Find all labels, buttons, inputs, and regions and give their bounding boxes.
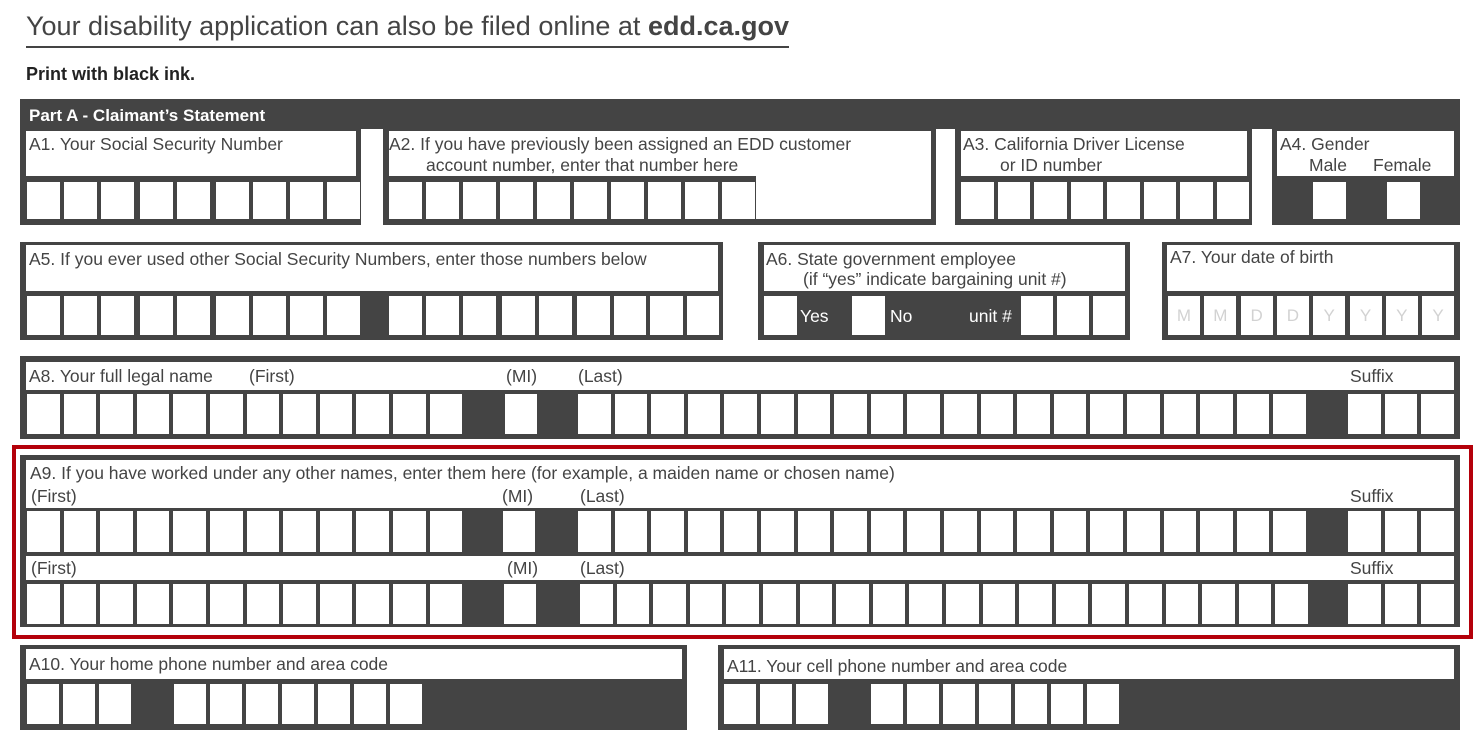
a4-label: A4. Gender — [1280, 134, 1370, 154]
a8-name-cell[interactable] — [1017, 394, 1050, 434]
a8-name-cell[interactable] — [100, 394, 133, 434]
a8-name-cell[interactable] — [761, 394, 794, 434]
a9-name-cell[interactable] — [873, 584, 906, 624]
a9-suffix-label-1: Suffix — [1350, 486, 1394, 506]
a11-phone-cell[interactable] — [1087, 684, 1119, 724]
a9-name-cell[interactable] — [1385, 511, 1418, 552]
a8-name-cell[interactable] — [356, 394, 389, 434]
a10-phone-cell[interactable] — [27, 684, 59, 724]
a9-suffix-label-2: Suffix — [1350, 558, 1394, 578]
a7-dob-cell[interactable]: Y — [1386, 296, 1418, 335]
a9-name-cell[interactable] — [1239, 584, 1272, 624]
a8-name-cell[interactable] — [505, 394, 537, 434]
a2-label-line2: account number, enter that number here — [426, 155, 739, 175]
a9-name-cell[interactable] — [617, 584, 650, 624]
a8-name-cell[interactable] — [173, 394, 206, 434]
a9-name-cell[interactable] — [1127, 511, 1160, 552]
a6-yes-label: Yes — [800, 306, 829, 326]
a10-phone-cell[interactable] — [318, 684, 350, 724]
a9-name-cell[interactable] — [247, 584, 280, 624]
a6-label-line2: (if “yes” indicate bargaining unit #) — [803, 269, 1067, 289]
a10-phone-cell[interactable] — [210, 684, 242, 724]
a9-name-cell[interactable] — [798, 511, 831, 552]
a5-ssn-cell[interactable] — [64, 296, 97, 335]
a8-suffix-label: Suffix — [1350, 366, 1394, 386]
a9-name-cell[interactable] — [1348, 584, 1381, 624]
a4-male-checkbox[interactable] — [1313, 182, 1346, 219]
a6-no-checkbox[interactable] — [852, 296, 885, 335]
a5-ssn-cell[interactable] — [140, 296, 173, 335]
a5-ssn-cell[interactable] — [577, 296, 610, 335]
intro-line — [26, 11, 789, 48]
a3-label-line1: A3. California Driver License — [963, 134, 1185, 154]
a8-name-cell[interactable] — [1385, 394, 1418, 434]
a11-phone-cell[interactable] — [1051, 684, 1083, 724]
a3-license-cell[interactable] — [1107, 182, 1140, 219]
a2-account-cell[interactable] — [574, 182, 607, 219]
a9-name-cell[interactable] — [653, 584, 686, 624]
a9-name-cell[interactable] — [1273, 511, 1306, 552]
a9-label-box-2 — [26, 556, 1454, 580]
a9-mi-label-2: (MI) — [507, 558, 539, 578]
a1-ssn-cell[interactable] — [140, 182, 173, 219]
a8-name-cell[interactable] — [1348, 394, 1381, 434]
a9-name-cell[interactable] — [1421, 511, 1454, 552]
a3-license-cell[interactable] — [998, 182, 1031, 219]
a8-first-label: (First) — [249, 366, 295, 386]
a9-name-cell[interactable] — [1129, 584, 1162, 624]
a9-name-cell[interactable] — [1017, 511, 1050, 552]
a8-name-cell[interactable] — [1164, 394, 1197, 434]
a8-name-cell[interactable] — [430, 394, 463, 434]
a9-name-cell[interactable] — [1237, 511, 1270, 552]
a6-unit-cell[interactable] — [1057, 296, 1089, 335]
a11-phone-cell[interactable] — [1015, 684, 1047, 724]
intro-text: Your disability application can also be filed online at — [26, 11, 641, 41]
a8-name-cell[interactable] — [1090, 394, 1123, 434]
a9-name-cell[interactable] — [1421, 584, 1454, 624]
a9-first-label-1: (First) — [31, 486, 77, 506]
a9-name-cell[interactable] — [210, 511, 243, 552]
a9-name-cell[interactable] — [100, 584, 133, 624]
a10-phone-cell[interactable] — [99, 684, 131, 724]
a9-name-cell[interactable] — [393, 511, 426, 552]
a8-name-cell[interactable] — [1200, 394, 1233, 434]
a5-ssn-cell[interactable] — [253, 296, 286, 335]
a2-label-line1: A2. If you have previously been assigned an EDD customer — [389, 134, 852, 154]
a9-name-cell[interactable] — [283, 511, 316, 552]
a9-name-cell[interactable] — [1202, 584, 1235, 624]
a9-name-cell[interactable] — [909, 584, 942, 624]
a8-name-cell[interactable] — [688, 394, 721, 434]
a7-dob-cell[interactable]: Y — [1350, 296, 1382, 335]
a11-phone-cell[interactable] — [907, 684, 939, 724]
a8-name-cell[interactable] — [1421, 394, 1454, 434]
a9-name-cell[interactable] — [836, 584, 869, 624]
a9-name-cell[interactable] — [356, 511, 389, 552]
a5-ssn-cell[interactable] — [463, 296, 496, 335]
a9-name-cell[interactable] — [1092, 584, 1125, 624]
a2-account-cell[interactable] — [685, 182, 718, 219]
a4-female-checkbox[interactable] — [1387, 182, 1420, 219]
a10-phone-cell[interactable] — [390, 684, 422, 724]
a9-name-cell[interactable] — [320, 511, 353, 552]
a8-name-cell[interactable] — [283, 394, 316, 434]
a8-name-cell[interactable] — [1054, 394, 1087, 434]
a1-ssn-cell[interactable] — [216, 182, 249, 219]
a9-name-cell[interactable] — [1054, 511, 1087, 552]
a11-phone-cell[interactable] — [796, 684, 828, 724]
a9-name-cell[interactable] — [64, 511, 97, 552]
a5-ssn-cell[interactable] — [426, 296, 459, 335]
a3-license-cell[interactable] — [1034, 182, 1067, 219]
a9-mi-label-1: (MI) — [502, 486, 534, 506]
a9-name-cell[interactable] — [1166, 584, 1199, 624]
a8-name-cell[interactable] — [64, 394, 97, 434]
a2-account-cell[interactable] — [426, 182, 459, 219]
a8-label: A8. Your full legal name — [29, 366, 213, 386]
a8-name-cell[interactable] — [1273, 394, 1306, 434]
a8-mi-label: (MI) — [506, 366, 538, 386]
a5-label: A5. If you ever used other Social Security Numbers, enter those numbers below — [29, 249, 647, 269]
a9-name-cell[interactable] — [907, 511, 940, 552]
a9-name-cell[interactable] — [690, 584, 723, 624]
a9-name-cell[interactable] — [724, 511, 757, 552]
a5-ssn-cell[interactable] — [290, 296, 323, 335]
a5-ssn-cell[interactable] — [27, 296, 60, 335]
a8-last-label: (Last) — [578, 366, 623, 386]
a4-female-label: Female — [1373, 155, 1432, 175]
a8-name-cell[interactable] — [1127, 394, 1160, 434]
a1-ssn-cell[interactable] — [327, 182, 360, 219]
a8-name-cell[interactable] — [1237, 394, 1270, 434]
a7-dob-cell[interactable]: D — [1277, 296, 1309, 335]
a2-account-cell[interactable] — [722, 182, 755, 219]
a9-name-cell[interactable] — [210, 584, 243, 624]
a10-phone-cell[interactable] — [246, 684, 278, 724]
a8-name-cell[interactable] — [393, 394, 426, 434]
a1-ssn-cell[interactable] — [64, 182, 97, 219]
a9-name-cell[interactable] — [1056, 584, 1089, 624]
a8-name-cell[interactable] — [907, 394, 940, 434]
a3-license-cell[interactable] — [1071, 182, 1104, 219]
a9-name-cell[interactable] — [726, 584, 759, 624]
a8-name-cell[interactable] — [27, 394, 60, 434]
a3-license-cell[interactable] — [961, 182, 994, 219]
a8-name-cell[interactable] — [834, 394, 867, 434]
a5-ssn-cell[interactable] — [687, 296, 720, 335]
a10-phone-cell[interactable] — [282, 684, 314, 724]
a9-name-cell[interactable] — [1019, 584, 1052, 624]
a9-name-cell[interactable] — [283, 584, 316, 624]
a2-account-cell[interactable] — [389, 182, 422, 219]
a11-phone-cell[interactable] — [979, 684, 1011, 724]
a5-ssn-cell[interactable] — [216, 296, 249, 335]
a9-name-cell[interactable] — [834, 511, 867, 552]
a5-ssn-cell[interactable] — [539, 296, 572, 335]
a8-name-cell[interactable] — [137, 394, 170, 434]
a9-name-cell[interactable] — [100, 511, 133, 552]
a6-unit-label: unit # — [969, 306, 1012, 326]
a8-name-cell[interactable] — [578, 394, 611, 434]
a9-name-cell[interactable] — [800, 584, 833, 624]
a1-ssn-cell[interactable] — [290, 182, 323, 219]
a9-name-cell[interactable] — [615, 511, 648, 552]
a11-phone-cell[interactable] — [760, 684, 792, 724]
a9-name-cell[interactable] — [430, 584, 463, 624]
a8-name-cell[interactable] — [247, 394, 280, 434]
a6-yes-checkbox[interactable] — [764, 296, 797, 335]
a8-name-cell[interactable] — [944, 394, 977, 434]
a10-label: A10. Your home phone number and area code — [29, 654, 389, 674]
a9-name-cell[interactable] — [578, 511, 611, 552]
a11-phone-cell[interactable] — [724, 684, 756, 724]
ink-note: Print with black ink. — [26, 64, 196, 84]
a1-ssn-cell[interactable] — [27, 182, 60, 219]
a2-account-cell[interactable] — [537, 182, 570, 219]
a9-name-cell[interactable] — [137, 511, 170, 552]
a9-name-cell[interactable] — [173, 584, 206, 624]
a6-label-line1: A6. State government employee — [766, 249, 1017, 269]
a9-name-cell[interactable] — [64, 584, 97, 624]
a1-ssn-cell[interactable] — [177, 182, 210, 219]
a5-ssn-cell[interactable] — [502, 296, 535, 335]
a1-ssn-cell[interactable] — [253, 182, 286, 219]
a7-dob-cell[interactable]: M — [1168, 296, 1200, 335]
a9-last-label-2: (Last) — [580, 558, 625, 578]
a9-label: A9. If you have worked under any other names, enter them here (for example, a maiden name or chosen name) — [30, 463, 895, 483]
a9-name-cell[interactable] — [27, 584, 60, 624]
a9-name-cell[interactable] — [871, 511, 904, 552]
a2-account-cell[interactable] — [611, 182, 644, 219]
a3-license-cell[interactable] — [1217, 182, 1250, 219]
a9-name-cell[interactable] — [137, 584, 170, 624]
a9-name-cell[interactable] — [320, 584, 353, 624]
a9-name-cell[interactable] — [688, 511, 721, 552]
a9-name-cell[interactable] — [247, 511, 280, 552]
a9-name-cell[interactable] — [763, 584, 796, 624]
a9-name-cell[interactable] — [1200, 511, 1233, 552]
a1-ssn-cell[interactable] — [101, 182, 134, 219]
a9-first-label-2: (First) — [31, 558, 77, 578]
a8-name-cell[interactable] — [651, 394, 684, 434]
a9-name-cell[interactable] — [1348, 511, 1381, 552]
a8-label-box — [26, 362, 1454, 390]
a8-name-cell[interactable] — [320, 394, 353, 434]
a5-ssn-cell[interactable] — [101, 296, 134, 335]
a9-name-cell[interactable] — [173, 511, 206, 552]
a5-ssn-cell[interactable] — [177, 296, 210, 335]
a9-name-cell[interactable] — [27, 511, 60, 552]
a2-account-cell[interactable] — [500, 182, 533, 219]
a9-name-cell[interactable] — [1164, 511, 1197, 552]
a3-license-cell[interactable] — [1144, 182, 1177, 219]
a9-name-cell[interactable] — [393, 584, 426, 624]
a2-account-cell[interactable] — [648, 182, 681, 219]
a2-account-cell[interactable] — [463, 182, 496, 219]
a8-name-cell[interactable] — [981, 394, 1014, 434]
a9-name-cell[interactable] — [503, 511, 535, 552]
a8-name-cell[interactable] — [798, 394, 831, 434]
a9-last-label-1: (Last) — [580, 486, 625, 506]
a10-phone-cell[interactable] — [354, 684, 386, 724]
a9-name-cell[interactable] — [981, 511, 1014, 552]
a9-name-cell[interactable] — [761, 511, 794, 552]
part-a-title: Part A - Claimant’s Statement — [29, 106, 266, 125]
a9-name-cell[interactable] — [651, 511, 684, 552]
a5-ssn-cell[interactable] — [650, 296, 683, 335]
a3-label-line2: or ID number — [1000, 155, 1103, 175]
a8-name-cell[interactable] — [724, 394, 757, 434]
a4-male-label: Male — [1309, 155, 1347, 175]
a5-ssn-cell[interactable] — [389, 296, 422, 335]
a1-label: A1. Your Social Security Number — [29, 134, 283, 154]
a10-phone-cell[interactable] — [174, 684, 206, 724]
a6-unit-cell[interactable] — [1093, 296, 1125, 335]
a7-dob-cell[interactable]: Y — [1313, 296, 1345, 335]
a9-name-cell[interactable] — [944, 511, 977, 552]
a6-no-label: No — [890, 306, 913, 326]
a9-name-cell[interactable] — [580, 584, 613, 624]
a7-dob-cell[interactable]: Y — [1422, 296, 1454, 335]
a7-dob-cell[interactable]: D — [1241, 296, 1273, 335]
intro-link[interactable]: edd.ca.gov — [647, 11, 789, 41]
a7-dob-cell[interactable]: M — [1204, 296, 1236, 335]
a10-phone-cell[interactable] — [63, 684, 95, 724]
a8-name-cell[interactable] — [210, 394, 243, 434]
a11-phone-cell[interactable] — [871, 684, 903, 724]
a8-name-cell[interactable] — [871, 394, 904, 434]
a2-blank-area — [756, 176, 931, 219]
a11-phone-cell[interactable] — [943, 684, 975, 724]
a9-name-cell[interactable] — [1385, 584, 1418, 624]
a3-license-cell[interactable] — [1180, 182, 1213, 219]
a9-name-cell[interactable] — [504, 584, 536, 624]
a6-unit-cell[interactable] — [1021, 296, 1053, 335]
a9-name-cell[interactable] — [356, 584, 389, 624]
a9-name-cell[interactable] — [1090, 511, 1123, 552]
a9-name-cell[interactable] — [430, 511, 463, 552]
a11-label: A11. Your cell phone number and area code — [727, 656, 1068, 676]
a9-name-cell[interactable] — [946, 584, 979, 624]
a5-ssn-cell[interactable] — [327, 296, 360, 335]
a9-name-cell[interactable] — [983, 584, 1016, 624]
a9-name-cell[interactable] — [1275, 584, 1308, 624]
a7-label: A7. Your date of birth — [1170, 247, 1334, 267]
a5-ssn-cell[interactable] — [614, 296, 647, 335]
a8-name-cell[interactable] — [615, 394, 648, 434]
